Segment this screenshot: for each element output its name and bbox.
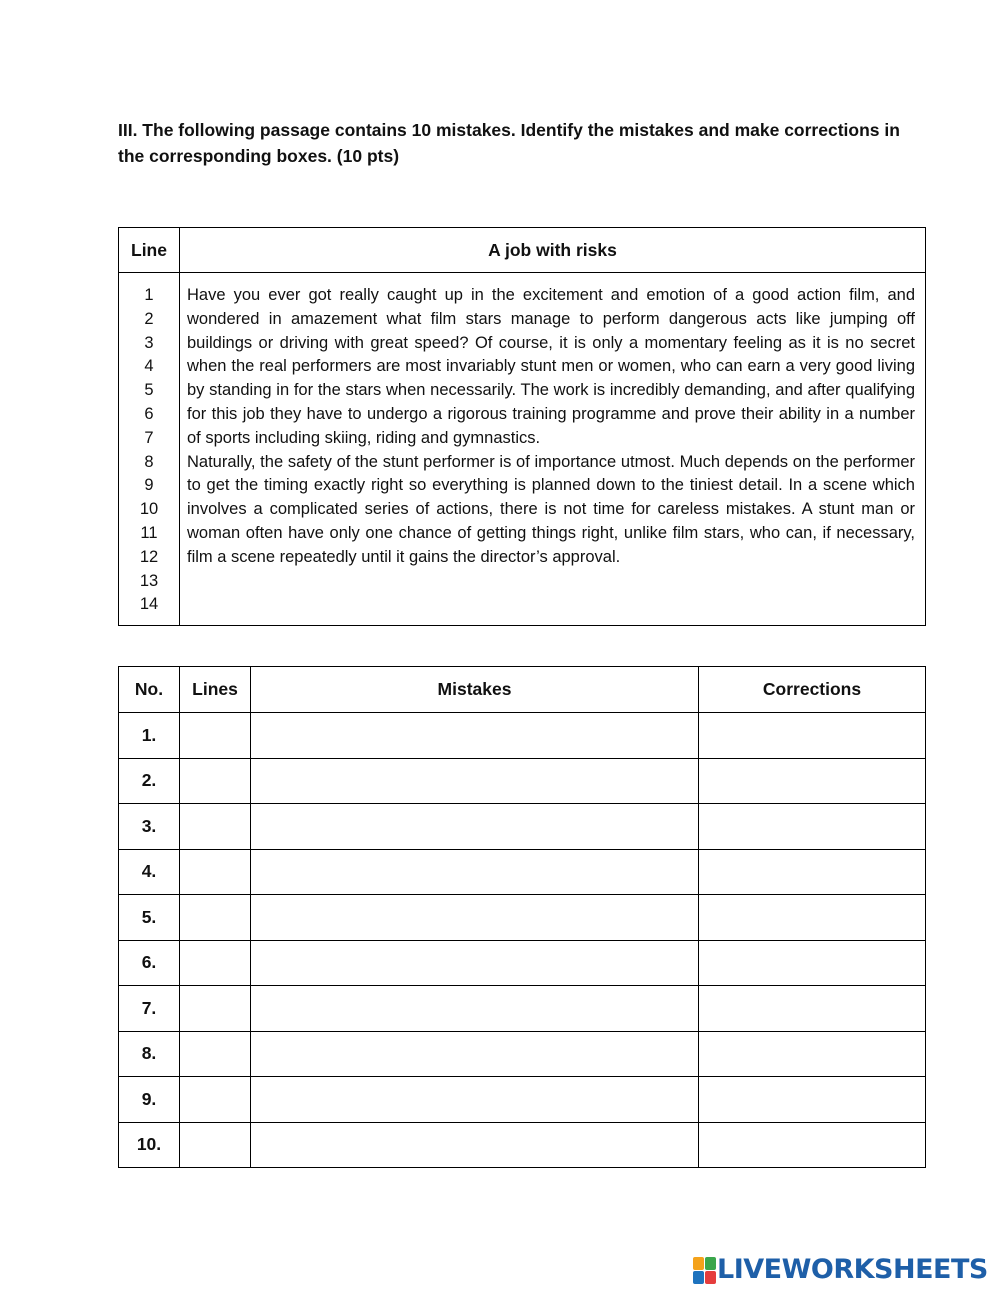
instructions-heading: III. The following passage contains 10 mistakes. Identify the mistakes and make corrections in the corresponding boxes. (10 pts) bbox=[118, 120, 900, 166]
answer-row bbox=[119, 895, 926, 941]
answer-row bbox=[119, 1122, 926, 1168]
lines-answer-cell[interactable] bbox=[180, 986, 251, 1032]
answer-row bbox=[119, 986, 926, 1032]
answer-table bbox=[118, 666, 926, 1168]
lines-answer-cell[interactable] bbox=[180, 1077, 251, 1123]
corrections-column-header: Corrections bbox=[699, 667, 926, 713]
lines-answer-cell[interactable] bbox=[180, 849, 251, 895]
answer-row bbox=[119, 804, 926, 850]
correction-answer-cell[interactable] bbox=[699, 1122, 926, 1168]
lines-column-header: Lines bbox=[180, 667, 251, 713]
row-number: 4. bbox=[119, 849, 180, 895]
mistake-answer-cell[interactable] bbox=[251, 940, 699, 986]
row-number: 6. bbox=[119, 940, 180, 986]
line-number: 5 bbox=[144, 381, 154, 400]
liveworksheets-logo[interactable] bbox=[693, 1254, 988, 1285]
answer-row bbox=[119, 940, 926, 986]
line-number: 10 bbox=[139, 500, 159, 519]
row-number: 3. bbox=[119, 804, 180, 850]
row-number: 5. bbox=[119, 895, 180, 941]
mistake-answer-cell[interactable] bbox=[251, 713, 699, 759]
line-number: 9 bbox=[144, 476, 154, 495]
row-number: 2. bbox=[119, 758, 180, 804]
row-number: 9. bbox=[119, 1077, 180, 1123]
line-number: 11 bbox=[140, 523, 158, 542]
answer-row bbox=[119, 713, 926, 759]
lines-answer-cell[interactable] bbox=[180, 1122, 251, 1168]
mistake-answer-cell[interactable] bbox=[251, 849, 699, 895]
lines-answer-cell[interactable] bbox=[180, 804, 251, 850]
no-column-header: No. bbox=[119, 667, 180, 713]
passage-paragraph-1: Have you ever got really caught up in the excitement and emotion of a good action film, and wondered in amazement what film stars manage to perform dangerous acts like jumping off buildings or driving with great speed? Of course, it is only a momentary feeling as it is no secret when the real performers are most invariably stunt men or women, who can earn a very good living by standing in for the stars when necessarily. The work is incredibly demanding, and after qualifying for this job they have to undergo a rigorous training programme and prove their ability in a number of sports including skiing, riding and gymnastics. bbox=[187, 286, 915, 447]
row-number: 10. bbox=[119, 1122, 180, 1168]
correction-answer-cell[interactable] bbox=[699, 804, 926, 850]
line-number: 8 bbox=[144, 452, 154, 471]
line-number: 4 bbox=[144, 357, 154, 376]
line-column-header: Line bbox=[119, 228, 180, 273]
logo-mark-icon bbox=[693, 1257, 715, 1283]
lines-answer-cell[interactable] bbox=[180, 1031, 251, 1077]
mistake-answer-cell[interactable] bbox=[251, 895, 699, 941]
mistakes-column-header: Mistakes bbox=[251, 667, 699, 713]
line-number: 1 bbox=[144, 286, 154, 304]
mistake-answer-cell[interactable] bbox=[251, 986, 699, 1032]
answer-row bbox=[119, 849, 926, 895]
row-number: 1. bbox=[119, 713, 180, 759]
passage-text bbox=[180, 273, 926, 626]
mistake-answer-cell[interactable] bbox=[251, 1077, 699, 1123]
correction-answer-cell[interactable] bbox=[699, 986, 926, 1032]
lines-answer-cell[interactable] bbox=[180, 895, 251, 941]
passage-table bbox=[118, 227, 926, 626]
line-numbers bbox=[119, 273, 180, 626]
line-number: 13 bbox=[139, 571, 159, 590]
mistake-answer-cell[interactable] bbox=[251, 758, 699, 804]
line-number: 6 bbox=[144, 404, 154, 423]
logo-square-icon bbox=[705, 1271, 716, 1284]
logo-square-icon bbox=[705, 1257, 716, 1270]
line-number: 12 bbox=[139, 547, 159, 566]
correction-answer-cell[interactable] bbox=[699, 1077, 926, 1123]
logo-square-icon bbox=[693, 1257, 704, 1270]
correction-answer-cell[interactable] bbox=[699, 713, 926, 759]
line-number: 14 bbox=[139, 595, 159, 614]
correction-answer-cell[interactable] bbox=[699, 1031, 926, 1077]
correction-answer-cell[interactable] bbox=[699, 758, 926, 804]
answer-row bbox=[119, 1031, 926, 1077]
line-number: 7 bbox=[144, 428, 154, 447]
lines-answer-cell[interactable] bbox=[180, 940, 251, 986]
logo-text: LIVEWORKSHEETS bbox=[717, 1254, 988, 1285]
passage-title: A job with risks bbox=[180, 228, 926, 273]
mistake-answer-cell[interactable] bbox=[251, 1031, 699, 1077]
lines-answer-cell[interactable] bbox=[180, 758, 251, 804]
answer-row bbox=[119, 1077, 926, 1123]
logo-square-icon bbox=[693, 1271, 704, 1284]
row-number: 7. bbox=[119, 986, 180, 1032]
line-number: 2 bbox=[144, 309, 154, 328]
correction-answer-cell[interactable] bbox=[699, 895, 926, 941]
mistake-answer-cell[interactable] bbox=[251, 1122, 699, 1168]
correction-answer-cell[interactable] bbox=[699, 849, 926, 895]
mistake-answer-cell[interactable] bbox=[251, 804, 699, 850]
row-number: 8. bbox=[119, 1031, 180, 1077]
lines-answer-cell[interactable] bbox=[180, 713, 251, 759]
correction-answer-cell[interactable] bbox=[699, 940, 926, 986]
passage-paragraph-2: Naturally, the safety of the stunt performer is of importance utmost. Much depends on the performer to get the timing exactly right so everything is planned down to the tiniest detail. In a scene which involves a complicated series of actions, there is not time for careless mistakes. A stunt man or woman often have only one chance of getting things right, unlike film stars, who can, if necessary, film a scene repeatedly until it gains the director’s approval. bbox=[187, 452, 915, 566]
line-number: 3 bbox=[144, 333, 154, 352]
answer-row bbox=[119, 758, 926, 804]
